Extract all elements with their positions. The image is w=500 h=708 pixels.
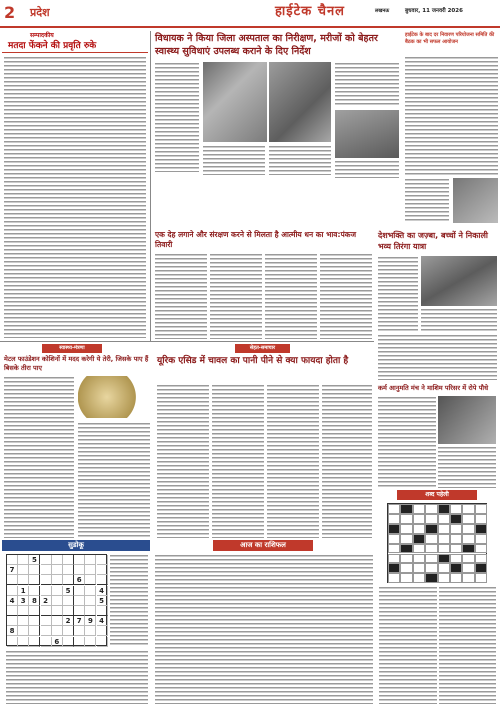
crossword-cell bbox=[425, 563, 437, 573]
sudoku-cell bbox=[52, 555, 63, 565]
sudoku-cell: 7 bbox=[7, 565, 18, 575]
sudoku-cell: 5 bbox=[63, 586, 74, 596]
mid-divider bbox=[0, 341, 374, 342]
crossword-cell bbox=[450, 504, 462, 514]
sudoku-cell bbox=[7, 616, 18, 626]
health-left bbox=[2, 344, 152, 540]
wordpuzzle-block bbox=[377, 490, 498, 706]
sudoku-grid bbox=[6, 554, 107, 646]
sudoku-cell: 4 bbox=[97, 586, 108, 596]
lead-caption-2 bbox=[269, 145, 331, 175]
horoscope-text bbox=[155, 554, 373, 704]
sudoku-cell bbox=[18, 606, 29, 616]
health-mid-col-4 bbox=[322, 384, 372, 538]
sudoku-cell bbox=[97, 606, 108, 616]
sudoku-cell bbox=[52, 575, 63, 585]
editorial-block bbox=[2, 31, 148, 339]
sudoku-cell bbox=[74, 586, 85, 596]
crossword-cell bbox=[425, 573, 437, 583]
sudoku-cell bbox=[18, 616, 29, 626]
sudoku-cell bbox=[52, 586, 63, 596]
sudoku-cell bbox=[41, 555, 52, 565]
story-2-col-1 bbox=[155, 253, 207, 339]
sudoku-block bbox=[2, 540, 150, 706]
sudoku-cell bbox=[85, 575, 96, 585]
sudoku-cell bbox=[41, 575, 52, 585]
crossword-cell bbox=[462, 563, 474, 573]
editorial-title: मतदा फेंकने की प्रवृति रुके bbox=[8, 41, 97, 51]
masthead bbox=[0, 0, 500, 28]
crossword-cell bbox=[388, 554, 400, 564]
sudoku-cell bbox=[41, 637, 52, 647]
section-title: प्रदेश bbox=[30, 6, 50, 19]
sudoku-cell: 1 bbox=[18, 586, 29, 596]
horoscope-title: आज का राशिफल bbox=[213, 540, 313, 551]
sudoku-cell bbox=[7, 606, 18, 616]
sudoku-cell bbox=[85, 586, 96, 596]
crossword-cell bbox=[462, 504, 474, 514]
sudoku-cell bbox=[29, 606, 40, 616]
sudoku-cell bbox=[18, 637, 29, 647]
sudoku-cell bbox=[74, 606, 85, 616]
sudoku-cell bbox=[85, 637, 96, 647]
sudoku-cell bbox=[85, 565, 96, 575]
crossword-cell bbox=[425, 554, 437, 564]
sudoku-rules-text bbox=[6, 650, 148, 704]
sudoku-cell bbox=[7, 575, 18, 585]
crossword-cell bbox=[438, 504, 450, 514]
health-left-kicker: स्वास्थ्य-मंत्रणा bbox=[42, 344, 102, 353]
crossword-cell bbox=[462, 554, 474, 564]
date: बुधवार, 11 जनवरी 2026 bbox=[405, 8, 463, 14]
right-brief-photo bbox=[453, 178, 498, 223]
sudoku-cell bbox=[52, 616, 63, 626]
crossword-cell bbox=[413, 504, 425, 514]
crossword-clues-across bbox=[379, 586, 437, 704]
crossword-cell bbox=[438, 573, 450, 583]
crossword-cell bbox=[462, 544, 474, 554]
sudoku-cell: 6 bbox=[74, 575, 85, 585]
crossword-cell bbox=[413, 573, 425, 583]
health-left-headline: मेटल फाउंडेशन कोशिनों में मदद करेगी ये तेरी, जिसके पाए हैं बिसके तीरा पाए bbox=[4, 355, 149, 372]
sudoku-cell bbox=[29, 637, 40, 647]
crossword-cell bbox=[425, 534, 437, 544]
sudoku-cell bbox=[18, 555, 29, 565]
crossword-cell bbox=[462, 573, 474, 583]
crossword-cell bbox=[425, 524, 437, 534]
sudoku-cell bbox=[7, 555, 18, 565]
sudoku-cell bbox=[85, 626, 96, 636]
crossword-cell bbox=[438, 534, 450, 544]
sudoku-cell bbox=[74, 626, 85, 636]
story-3-col-1 bbox=[378, 256, 418, 332]
crossword-cell bbox=[438, 514, 450, 524]
sudoku-cell: 2 bbox=[63, 616, 74, 626]
city: लखनऊ bbox=[375, 8, 390, 14]
sudoku-cell bbox=[52, 596, 63, 606]
health-left-col-1 bbox=[4, 376, 74, 538]
health-left-photo bbox=[78, 376, 150, 418]
editorial-kicker: सम्पादकीय bbox=[30, 32, 54, 39]
story-4-photo bbox=[438, 396, 496, 444]
sudoku-cell: 2 bbox=[41, 596, 52, 606]
crossword-cell bbox=[425, 544, 437, 554]
lead-photo-3 bbox=[335, 110, 399, 158]
crossword-cell bbox=[475, 563, 487, 573]
crossword-cell bbox=[400, 554, 412, 564]
health-mid-kicker: सेहत-समाचार bbox=[235, 344, 290, 353]
story-4-headline: कर्म आनुमति मंच ने माशिम परिसर में रोपे पौधे bbox=[378, 384, 489, 392]
sudoku-cell bbox=[52, 626, 63, 636]
crossword-grid bbox=[387, 503, 487, 583]
page-number: 2 bbox=[4, 3, 16, 22]
sudoku-cell: 6 bbox=[52, 637, 63, 647]
crossword-cell bbox=[475, 554, 487, 564]
sudoku-cell bbox=[29, 565, 40, 575]
story-2-col-2 bbox=[210, 253, 262, 339]
story-2 bbox=[153, 228, 373, 341]
lead-photo-1 bbox=[203, 62, 267, 142]
crossword-cell bbox=[388, 573, 400, 583]
crossword-cell bbox=[400, 504, 412, 514]
sudoku-cell bbox=[63, 606, 74, 616]
crossword-cell bbox=[475, 514, 487, 524]
lead-headline: विधायक ने किया जिला अस्पताल का निरीक्षण, मरीजों को बेहतर स्वास्थ्य सुविधाएं उपलब्ध कराने के दिए निर्देश bbox=[155, 33, 378, 57]
sudoku-cell bbox=[74, 637, 85, 647]
sudoku-cell bbox=[7, 586, 18, 596]
crossword-cell bbox=[475, 534, 487, 544]
crossword-cell bbox=[438, 554, 450, 564]
sudoku-cell: 3 bbox=[18, 596, 29, 606]
lead-text-col-5 bbox=[335, 160, 399, 178]
sudoku-cell bbox=[63, 596, 74, 606]
sudoku-cell bbox=[74, 596, 85, 606]
crossword-cell bbox=[413, 554, 425, 564]
sudoku-cell: 4 bbox=[7, 596, 18, 606]
story-2-headline: एक देह लगाने और संरक्षण करने से मिलता है आत्मीय धन का भाव:पंकज तिवारी bbox=[155, 230, 357, 249]
crossword-cell bbox=[388, 524, 400, 534]
sudoku-cell bbox=[97, 626, 108, 636]
crossword-cell bbox=[388, 504, 400, 514]
crossword-cell bbox=[450, 554, 462, 564]
sudoku-cell bbox=[41, 586, 52, 596]
crossword-cell bbox=[450, 563, 462, 573]
health-mid-headline: यूरिक एसिड में चावल का पानी पीने से क्या फायदा होता है bbox=[157, 356, 349, 366]
crossword-cell bbox=[388, 544, 400, 554]
crossword-cell bbox=[425, 514, 437, 524]
editorial-text bbox=[4, 56, 146, 338]
sudoku-cell: 8 bbox=[29, 596, 40, 606]
crossword-cell bbox=[413, 514, 425, 524]
crossword-cell bbox=[400, 563, 412, 573]
sudoku-cell bbox=[85, 555, 96, 565]
sudoku-cell bbox=[29, 586, 40, 596]
story-3-photo bbox=[421, 256, 497, 306]
sudoku-cell bbox=[63, 555, 74, 565]
lead-text-col-4 bbox=[335, 62, 399, 106]
story-3-headline: देशभक्ति का जज़्बा, बच्चों ने निकाली भव्य तिरंगा यात्रा bbox=[378, 231, 488, 251]
crossword-cell bbox=[462, 514, 474, 524]
sudoku-cell bbox=[18, 575, 29, 585]
sudoku-cell bbox=[97, 565, 108, 575]
health-mid-col-1 bbox=[157, 384, 209, 538]
wordpuzzle-title: शब्द पहेली bbox=[397, 490, 477, 500]
sudoku-cell bbox=[41, 565, 52, 575]
editorial-header bbox=[2, 31, 148, 53]
sudoku-cell bbox=[18, 626, 29, 636]
crossword-cell bbox=[475, 504, 487, 514]
crossword-cell bbox=[462, 534, 474, 544]
right-brief-headline: हाईटेक के बाद दर निवारण परियोजना समिति की बैठक का भी सफल आयोजन bbox=[405, 32, 495, 45]
crossword-cell bbox=[413, 534, 425, 544]
sudoku-cell bbox=[29, 616, 40, 626]
sudoku-cell bbox=[63, 626, 74, 636]
sudoku-cell bbox=[74, 565, 85, 575]
sudoku-cell bbox=[97, 637, 108, 647]
sudoku-cell: 7 bbox=[74, 616, 85, 626]
crossword-cell bbox=[450, 534, 462, 544]
health-left-col-2 bbox=[78, 422, 150, 538]
sudoku-cell bbox=[97, 555, 108, 565]
sudoku-cell bbox=[29, 626, 40, 636]
crossword-cell bbox=[400, 544, 412, 554]
health-mid-col-2 bbox=[212, 384, 264, 538]
sudoku-cell: 5 bbox=[97, 596, 108, 606]
story-3-col-3 bbox=[378, 334, 497, 380]
right-brief bbox=[403, 30, 498, 225]
crossword-cell bbox=[438, 563, 450, 573]
crossword-cell bbox=[450, 544, 462, 554]
sudoku-cell: 8 bbox=[7, 626, 18, 636]
crossword-cell bbox=[462, 524, 474, 534]
story-2-col-4 bbox=[320, 253, 372, 339]
crossword-cell bbox=[438, 544, 450, 554]
crossword-cell bbox=[450, 573, 462, 583]
story-2-col-3 bbox=[265, 253, 317, 339]
crossword-cell bbox=[400, 573, 412, 583]
sudoku-cell bbox=[18, 565, 29, 575]
sudoku-cell bbox=[52, 606, 63, 616]
sudoku-cell bbox=[52, 565, 63, 575]
sudoku-cell bbox=[97, 575, 108, 585]
story-3-col-2 bbox=[421, 308, 497, 332]
lead-caption-1 bbox=[203, 145, 265, 175]
sudoku-cell bbox=[29, 575, 40, 585]
health-mid-col-3 bbox=[267, 384, 319, 538]
story-4-col-1 bbox=[378, 396, 436, 488]
sudoku-cell bbox=[63, 565, 74, 575]
story-3 bbox=[376, 228, 498, 388]
sudoku-cell bbox=[85, 606, 96, 616]
sudoku-cell bbox=[41, 626, 52, 636]
crossword-cell bbox=[413, 544, 425, 554]
paper-name: हाईटेक चैनल bbox=[275, 4, 345, 19]
crossword-cell bbox=[400, 534, 412, 544]
sudoku-cell bbox=[74, 555, 85, 565]
crossword-cell bbox=[475, 573, 487, 583]
sudoku-cell bbox=[63, 637, 74, 647]
crossword-cell bbox=[388, 534, 400, 544]
crossword-cell bbox=[413, 563, 425, 573]
story-4-col-2 bbox=[438, 446, 496, 488]
right-brief-text bbox=[405, 56, 498, 176]
crossword-cell bbox=[400, 524, 412, 534]
crossword-cell bbox=[388, 563, 400, 573]
crossword-cell bbox=[450, 514, 462, 524]
sudoku-side-text bbox=[110, 554, 148, 646]
crossword-cell bbox=[450, 524, 462, 534]
sudoku-cell: 5 bbox=[29, 555, 40, 565]
health-mid bbox=[155, 344, 373, 540]
crossword-clues-down bbox=[439, 586, 496, 704]
crossword-cell bbox=[475, 524, 487, 534]
crossword-cell bbox=[438, 524, 450, 534]
right-brief-text-2 bbox=[405, 178, 449, 223]
sudoku-cell bbox=[63, 575, 74, 585]
sudoku-title: सुडोकू bbox=[2, 540, 150, 551]
crossword-cell bbox=[388, 514, 400, 524]
sudoku-cell bbox=[7, 637, 18, 647]
story-4 bbox=[376, 384, 498, 490]
horoscope-block bbox=[153, 540, 375, 706]
sudoku-cell bbox=[85, 596, 96, 606]
sudoku-cell bbox=[41, 616, 52, 626]
lead-photo-2 bbox=[269, 62, 331, 142]
sudoku-cell bbox=[41, 606, 52, 616]
crossword-cell bbox=[413, 524, 425, 534]
sudoku-cell: 4 bbox=[97, 616, 108, 626]
crossword-cell bbox=[475, 544, 487, 554]
sudoku-cell: 9 bbox=[85, 616, 96, 626]
column-divider bbox=[150, 31, 151, 341]
crossword-cell bbox=[425, 504, 437, 514]
crossword-cell bbox=[400, 514, 412, 524]
lead-text-col-1 bbox=[155, 62, 199, 172]
lead-story bbox=[153, 30, 401, 228]
